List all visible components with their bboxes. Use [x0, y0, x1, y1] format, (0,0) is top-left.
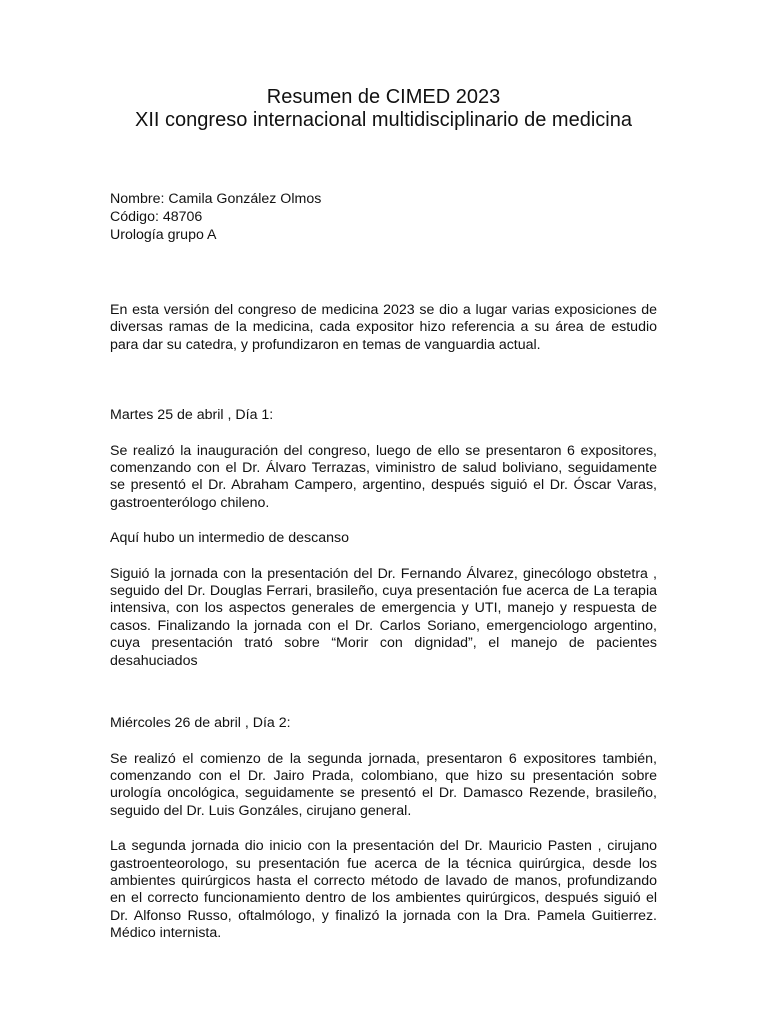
- intro-paragraph: En esta versión del congreso de medicina 2023 se dio a lugar varias exposiciones de diversas ramas de la medicina, cada expositor hizo referencia a su área de estudio para dar su catedra, y profundizaron en temas de vanguardia actual.: [110, 302, 657, 353]
- student-name: Nombre: Camila González Olmos: [110, 191, 322, 207]
- day1-paragraph-3: Siguió la jornada con la presentación del Dr. Fernando Álvarez, ginecólogo obstetra , seguido del Dr. Douglas Ferrari, brasileño, cuya presentación fue acerca de La terapia intensiva, con los aspectos generales de emergencia y UTI, manejo y respuesta de casos. Finalizando la jornada con el Dr. Carlos Soriano, emergenciologo argentino, cuya presentación trató sobre “Morir con dignidad”, el manejo de pacientes desahuciados: [110, 565, 657, 669]
- day2-paragraph-2: La segunda jornada dio inicio con la presentación del Dr. Mauricio Pasten , cirujano gastroenteorologo, su presentación fue acerca de la técnica quirúrgica, desde los ambientes quirúrgicos hasta el correcto método de lavado de manos, profundizando en el correcto funcionamiento dentro de los ambientes quirúrgicos, después siguió el Dr. Alfonso Russo, oftalmólogo, y finalizó la jornada con la Dra. Pamela Guitierrez. Médico internista.: [110, 838, 657, 942]
- document-page: [110, 86, 657, 943]
- day1-paragraph-1: Se realizó la inauguración del congreso, luego de ello se presentaron 6 expositores, comenzando con el Dr. Álvaro Terrazas, viministro de salud boliviano, seguidamente se presentó el Dr. Abraham Campero, argentino, después siguió el Dr. Óscar Varas, gastroenterólogo chileno.: [110, 442, 657, 511]
- student-info: [110, 190, 657, 244]
- day1-heading: Martes 25 de abril , Día 1:: [110, 407, 274, 424]
- day2-paragraph-1: Se realizó el comienzo de la segunda jornada, presentaron 6 expositores también, comenzando con el Dr. Jairo Prada, colombiano, que hizo su presentación sobre urología oncológica, seguidamente se presentó el Dr. Damasco Rezende, brasileño, seguido del Dr. Luis Gonzáles, cirujano general.: [110, 750, 657, 819]
- title-line-1: Resumen de CIMED 2023: [266, 86, 501, 108]
- day1-paragraph-2: Aquí hubo un intermedio de descanso: [110, 530, 349, 547]
- student-group: Urología grupo A: [110, 227, 217, 243]
- day2-heading: Miércoles 26 de abril , Día 2:: [110, 715, 291, 732]
- document-title: [50, 86, 717, 132]
- title-line-2: XII congreso internacional multidisciplinario de medicina: [135, 109, 632, 131]
- student-code: Código: 48706: [110, 209, 203, 225]
